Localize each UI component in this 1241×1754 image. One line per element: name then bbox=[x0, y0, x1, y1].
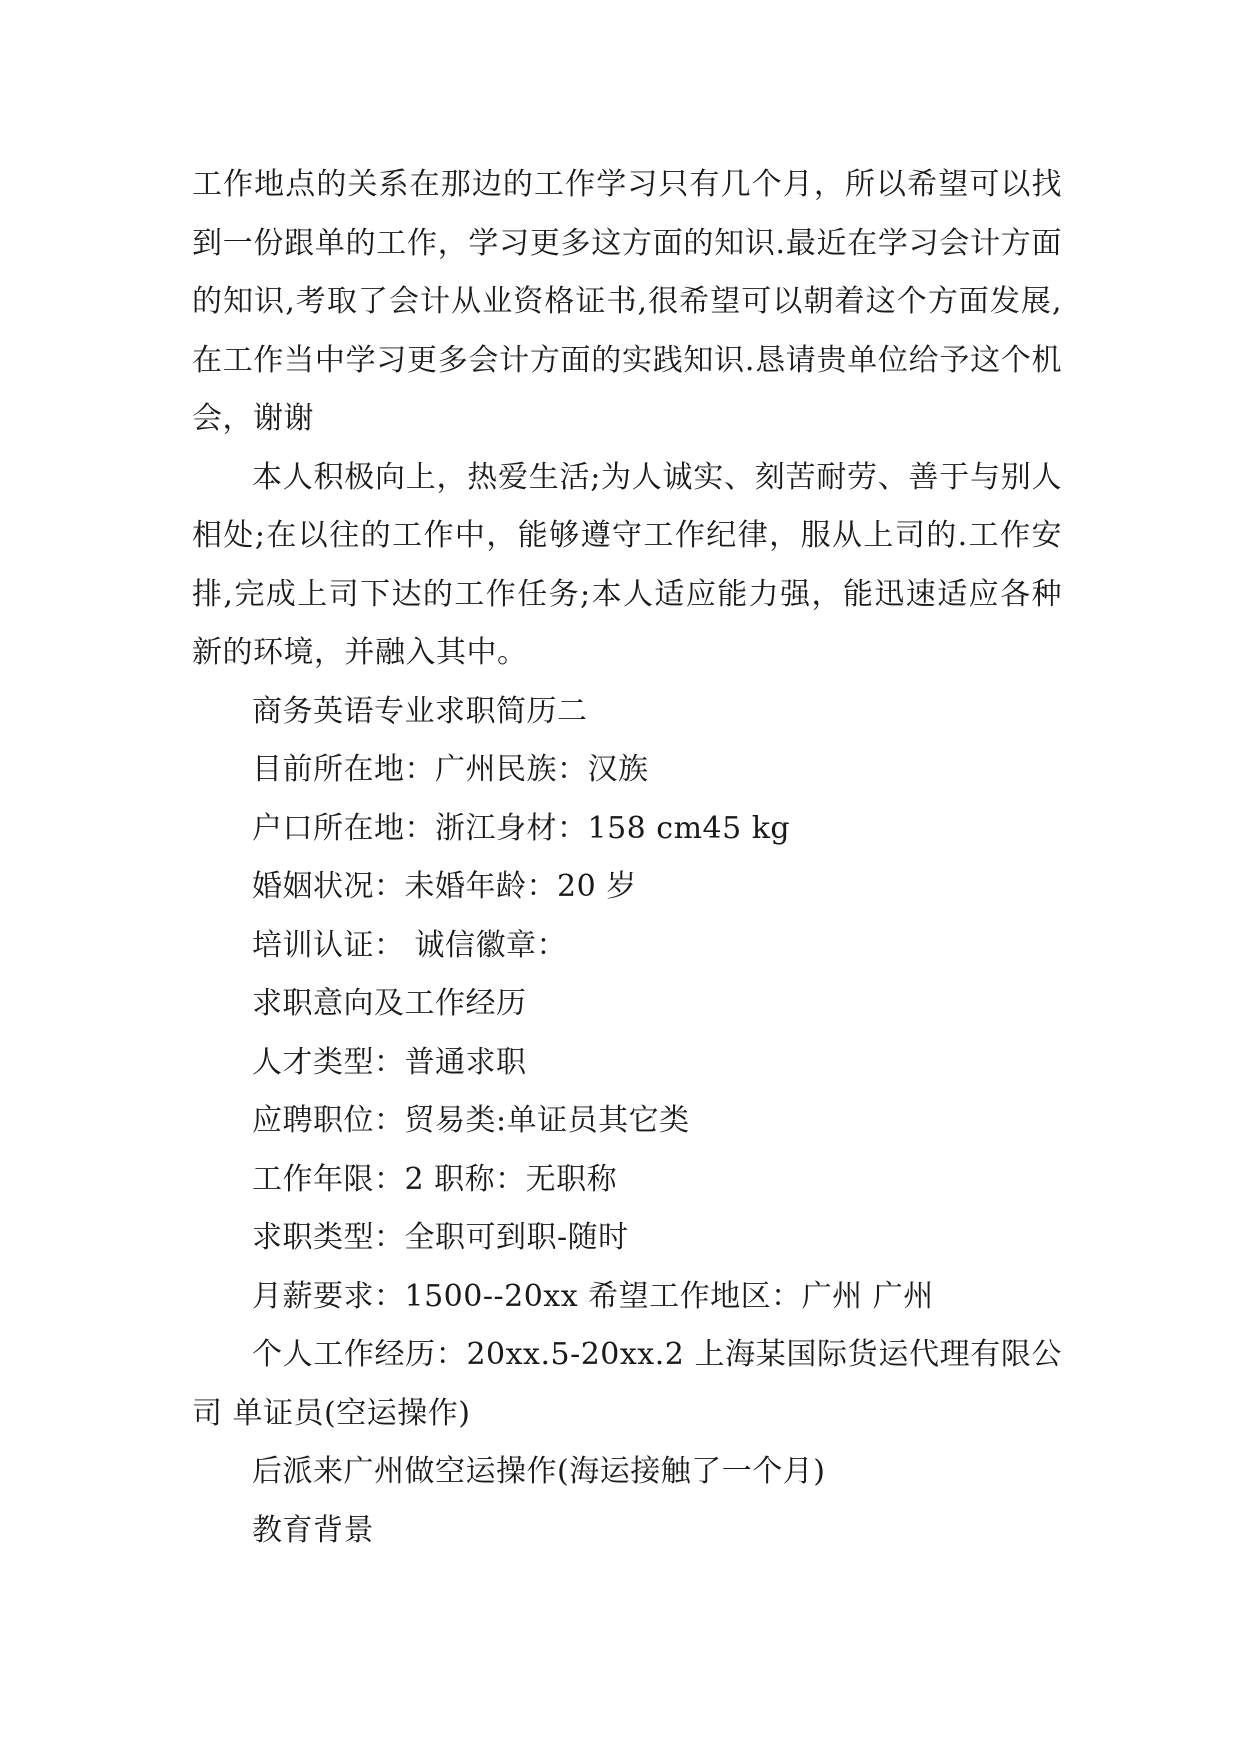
field-work-history: 个人工作经历：20xx.5-20xx.2 上海某国际货运代理有限公司 单证员(空运操作) bbox=[192, 1337, 1062, 1431]
section-heading-job-intention: 求职意向及工作经历 bbox=[252, 986, 527, 1021]
section-heading-education: 教育背景 bbox=[252, 1512, 374, 1548]
paragraph-self-evaluation: 本人积极向上，热爱生活;为人诚实、刻苦耐劳、善于与别人相处;在以往的工作中，能够遵守工作纪律，服从上司的.工作安排,完成上司下达的工作任务;本人适应能力强，能迅速适应各种新的环境，并融入其中。 bbox=[192, 459, 1062, 670]
field-current-location: 目前所在地：广州民族：汉族 bbox=[252, 752, 649, 787]
field-marital-status: 婚姻状况：未婚年龄：20 岁 bbox=[252, 869, 637, 904]
field-work-years: 工作年限：2 职称：无职称 bbox=[252, 1161, 618, 1197]
field-job-type: 求职类型：全职可到职-随时 bbox=[252, 1220, 629, 1255]
field-later-assignment: 后派来广州做空运操作(海运接触了一个月) bbox=[252, 1454, 826, 1489]
resume-title: 商务英语专业求职简历二 bbox=[252, 693, 588, 729]
field-salary: 月薪要求：1500--20xx 希望工作地区：广州 广州 bbox=[252, 1278, 934, 1314]
field-talent-type: 人才类型：普通求职 bbox=[252, 1044, 527, 1080]
paragraph-work-location: 工作地点的关系在那边的工作学习只有几个月，所以希望可以找到一份跟单的工作，学习更多这方面的知识.最近在学习会计方面的知识,考取了会计从业资格证书,很希望可以朝着这个方面发展,在工作当中学习更多会计方面的实践知识.恳请贵单位给予这个机会，谢谢 bbox=[192, 167, 1062, 436]
field-hukou-location: 户口所在地：浙江身材：158 cm45 kg bbox=[252, 810, 791, 846]
field-certification: 培训认证： 诚信徽章： bbox=[252, 927, 568, 963]
document-body bbox=[192, 156, 1062, 1560]
field-position: 应聘职位：贸易类:单证员其它类 bbox=[252, 1103, 690, 1138]
